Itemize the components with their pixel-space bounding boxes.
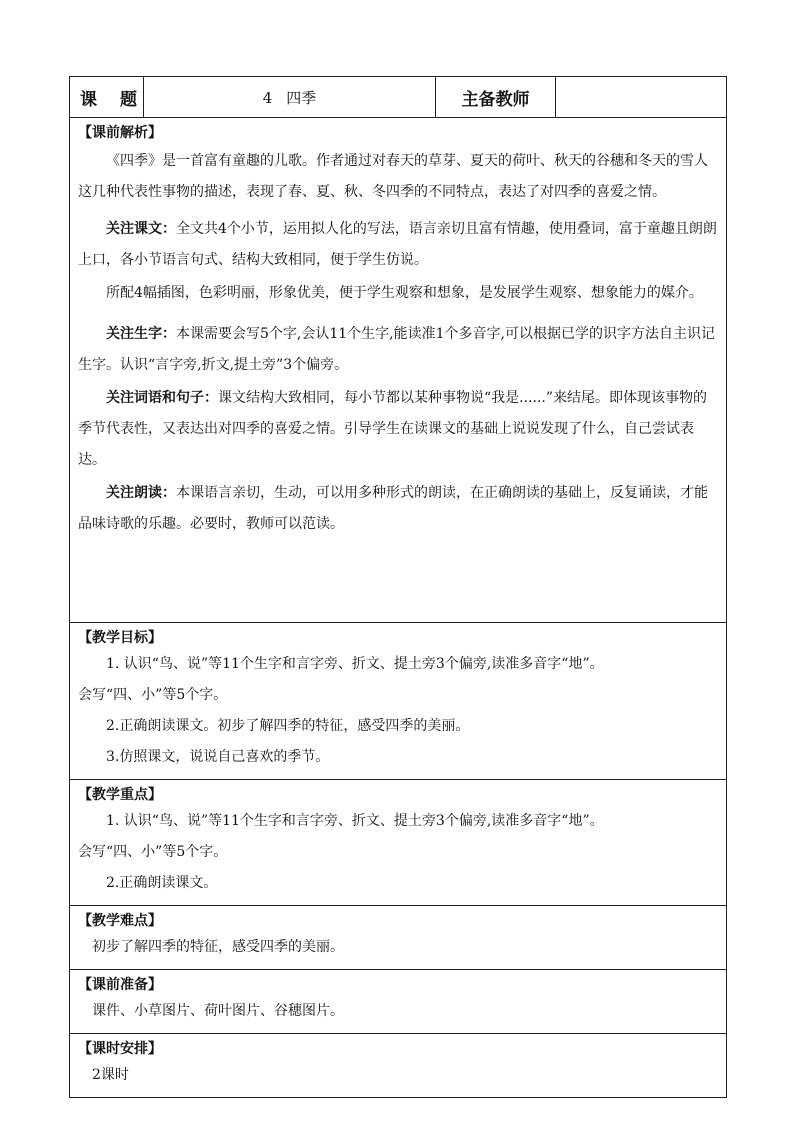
key-points-item-1: 1. 认识“鸟、说”等11个生字和言字旁、折文、提土旁3个偏旁,读准多音字“地”。 [106, 813, 604, 829]
key-points-section [70, 780, 727, 906]
analysis-words: 关注词语和句子：课文结构大致相同，每小节都以某种事物说“我是......”来结尾。即体现该事物的季节代表性，又表达出对四季的喜爱之情。引导学生在读课文的基础上说说发现了什么，自己尝试表达。 [78, 390, 708, 468]
preparation-section [70, 970, 727, 1034]
analysis-title: 【课前解析】 [78, 125, 162, 141]
preparation-body: 课件、小草图片、荷叶图片、谷穗图片。 [92, 1003, 344, 1019]
preparation-title: 【课前准备】 [78, 977, 162, 993]
analysis-text: 关注课文：全文共4个小节，运用拟人化的写法，语言亲切且富有情趣，使用叠词，富于童趣且朗朗上口，各小节语言句式、结构大致相同，便于学生仿说。 [78, 221, 717, 268]
goals-section [70, 623, 727, 780]
teacher-value [556, 77, 727, 118]
difficulties-body: 初步了解四季的特征，感受四季的美丽。 [92, 939, 344, 955]
goals-item-1-cont: 会写“四、小”等5个字。 [78, 687, 228, 703]
key-points-item-1-cont: 会写“四、小”等5个字。 [78, 844, 228, 860]
analysis-intro: 《四季》是一首富有童趣的儿歌。作者通过对春天的草芽、夏天的荷叶、秋天的谷穗和冬天的雪人这几种代表性事物的描述，表现了春、夏、秋、冬四季的不同特点，表达了对四季的喜爱之情。 [78, 153, 708, 200]
goals-item-3: 3.仿照课文，说说自己喜欢的季节。 [106, 749, 330, 765]
analysis-reading: 关注朗读：本课语言亲切，生动，可以用多种形式的朗读，在正确朗读的基础上，反复诵读，才能品味诗歌的乐趣。必要时，教师可以范读。 [78, 485, 708, 532]
goals-item-1: 1. 认识“鸟、说”等11个生字和言字旁、折文、提土旁3个偏旁,读准多音字“地”。 [106, 656, 604, 672]
lesson-title: 4 四季 [144, 77, 436, 118]
header-row [70, 77, 727, 118]
lesson-plan-table [69, 76, 727, 1098]
analysis-images: 所配4幅插图，色彩明丽，形象优美，便于学生观察和想象，是发展学生观察、想象能力的媒介。 [106, 285, 703, 301]
lesson-plan-sheet [69, 76, 726, 1098]
schedule-section [70, 1034, 727, 1098]
goals-item-2: 2.正确朗读课文。初步了解四季的特征，感受四季的美丽。 [106, 718, 470, 734]
schedule-title: 【课时安排】 [78, 1041, 162, 1057]
goals-title: 【教学目标】 [78, 630, 162, 646]
difficulties-section [70, 906, 727, 970]
key-points-item-2: 2.正确朗读课文。 [106, 875, 218, 891]
lesson-label: 课 题 [70, 77, 144, 118]
key-points-title: 【教学重点】 [78, 787, 162, 803]
schedule-body: 2课时 [92, 1067, 129, 1083]
analysis-chars: 关注生字：本课需要会写5个字,会认11个生字,能读准1个多音字,可以根据已学的识字方法自主识记生字。认识“言字旁,折文,提土旁”3个偏旁。 [78, 326, 715, 373]
teacher-label: 主备教师 [436, 77, 556, 118]
analysis-section [70, 118, 727, 623]
difficulties-title: 【教学难点】 [78, 913, 162, 929]
